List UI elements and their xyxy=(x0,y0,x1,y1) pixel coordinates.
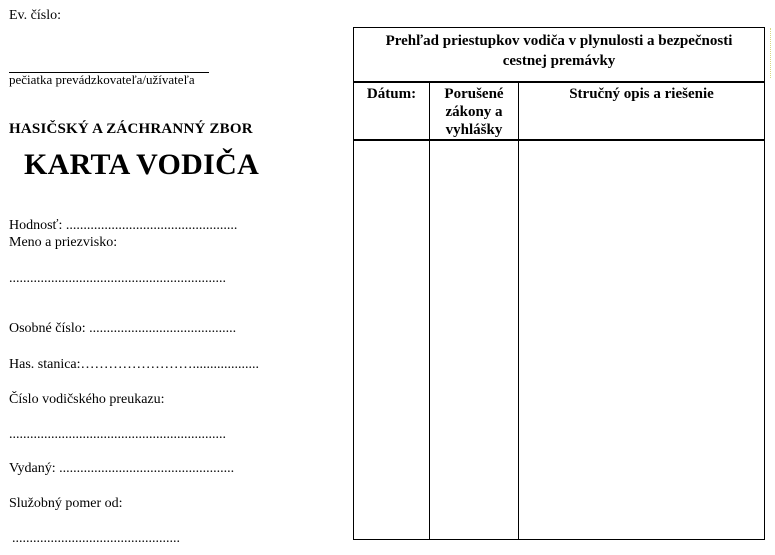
table-cell-datum xyxy=(354,141,429,539)
meno-label: Meno a priezvisko: xyxy=(9,235,118,250)
preukaz-line: .............................................................. xyxy=(9,427,226,442)
stamp-label: pečiatka prevádzkovateľa/užívateľa xyxy=(9,72,195,87)
meno-line: .............................................................. xyxy=(9,271,226,286)
column-header-datum: Dátum: xyxy=(366,86,417,102)
osobne-cislo-field: Osobné číslo: .......................................... xyxy=(9,321,237,336)
organization-name: HASIČSKÝ A ZÁCHRANNÝ ZBOR xyxy=(9,121,253,137)
ev-cislo-label: Ev. číslo: xyxy=(9,8,61,23)
sluzobny-label: Služobný pomer od: xyxy=(9,496,123,511)
table-cell-porusene-zakony xyxy=(430,141,518,539)
sluzobny-line: ................................................ xyxy=(12,531,180,546)
table-cell-strucny-opis xyxy=(519,141,764,539)
has-stanica-field: Has. stanica:……………………................... xyxy=(9,357,260,372)
card-title: KARTA VODIČA xyxy=(24,148,260,181)
preukaz-label: Číslo vodičského preukazu: xyxy=(9,392,165,407)
page-edge-mark xyxy=(770,28,773,78)
column-header-porusene-zakony: Porušené zákony a vyhlášky xyxy=(444,86,504,138)
column-header-strucny-opis: Stručný opis a riešenie xyxy=(569,86,714,102)
table-title-cell xyxy=(354,28,764,83)
offenses-table xyxy=(353,27,765,540)
hodnost-field: Hodnosť: ................................................. xyxy=(9,218,238,233)
table-title: Prehľad priestupkov vodiča v plynulosti a bezpečnosti cestnej premávky xyxy=(385,33,733,69)
vydany-field: Vydaný: .................................................. xyxy=(9,461,235,476)
